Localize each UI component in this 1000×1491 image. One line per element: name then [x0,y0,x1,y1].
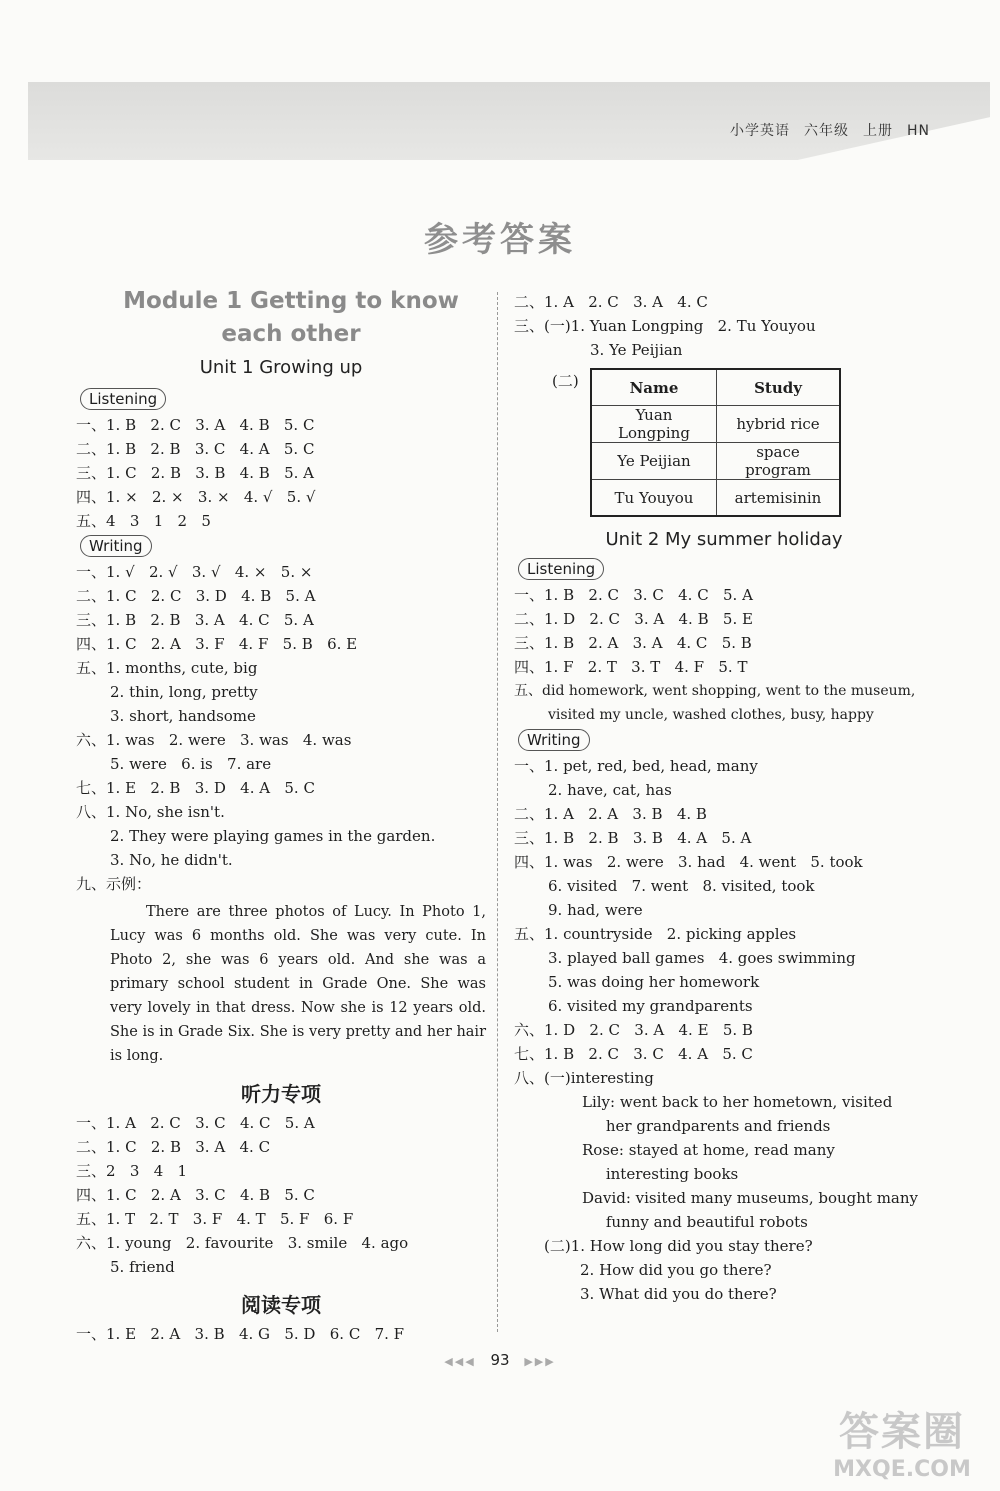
answer-subline: 3. Ye Peijian [590,341,683,359]
answer-subline: Rose: stayed at home, read many [582,1141,835,1159]
next-arrows-icon: ▶▶▶ [524,1355,556,1368]
answer-line: 三、(一)1. Yuan Longping 2. Tu Youyou [514,317,816,335]
answer-line: 九、示例： [76,875,152,893]
answer-subline: her grandparents and friends [582,1117,831,1135]
table-row [591,443,840,480]
answer-subline: 3. What did you do there? [580,1285,777,1303]
header-volume: 上册 [863,123,893,139]
table-cell: hybrid rice [717,406,841,443]
module-title: Module 1 Getting to know each other [123,288,459,347]
header-edition: HN [907,123,930,139]
answer-line: 三、2 3 4 1 [76,1162,188,1180]
listening-label: Listening [80,388,166,410]
column-divider [497,292,498,1332]
table-label: (二) [552,372,579,390]
prev-arrows-icon: ◀◀◀ [444,1355,476,1368]
answer-line: 三、1. C 2. B 3. B 4. B 5. A [76,464,314,482]
table-header: Study [717,369,841,406]
right-column [514,290,934,1306]
answer-subline: 5. was doing her homework [548,973,760,991]
answer-subline: (二)1. How long did you stay there? [544,1237,813,1255]
answer-line: 二、1. C 2. C 3. D 4. B 5. A [76,587,316,605]
answer-line: 二、1. B 2. B 3. C 4. A 5. C [76,440,315,458]
answer-line: 一、1. B 2. C 3. C 4. C 5. A [514,586,753,604]
answer-table [590,368,841,517]
answer-subline: interesting books [582,1165,739,1183]
table-cell: space program [717,443,841,480]
answer-line: 一、1. B 2. C 3. A 4. B 5. C [76,416,315,434]
answer-line: 三、1. B 2. B 3. B 4. A 5. A [514,829,752,847]
answer-line: 二、1. A 2. A 3. B 4. B [514,805,707,823]
answer-line: 三、1. B 2. B 3. A 4. C 5. A [76,611,314,629]
table-cell: Tu Youyou [591,480,717,517]
unit-title: Unit 1 Growing up [199,357,363,378]
answer-line: 二、1. C 2. B 3. A 4. C [76,1138,271,1156]
table-row [591,406,840,443]
answer-line: 四、1. was 2. were 3. had 4. went 5. took [514,853,863,871]
answer-subline: 3. played ball games 4. goes swimming [548,949,856,967]
answer-line: 五、4 3 1 2 5 [76,512,211,530]
sample-paragraph: There are three photos of Lucy. In Photo 1, Lucy was 6 months old. She was very cute. In Photo 2, she was 6 years old. And she was a primary school student in Grade One. She was very lovely in that dress. Now she is 12 years old. She is in Grade Six. She is very pretty and her hair is long. [110,904,486,1064]
answer-line: 五、1. T 2. T 3. F 4. T 5. F 6. F [76,1210,354,1228]
header-info [716,120,930,140]
answer-subline: 6. visited 7. went 8. visited, took [548,877,815,895]
table-header: Name [591,369,717,406]
watermark [822,1400,982,1482]
answer-line: 四、1. × 2. × 3. × 4. √ 5. √ [76,488,316,506]
answer-line: 一、1. √ 2. √ 3. √ 4. × 5. × [76,563,313,581]
answer-subline: 2. thin, long, pretty [110,683,258,701]
answer-line: 六、1. D 2. C 3. A 4. E 5. B [514,1021,753,1039]
listening-label: Listening [518,558,604,580]
answer-subline: 2. They were playing games in the garden. [110,827,436,845]
answer-subline: 9. had, were [548,901,643,919]
answer-line: 二、1. D 2. C 3. A 4. B 5. E [514,610,753,628]
answer-line: 六、1. young 2. favourite 3. smile 4. ago [76,1234,409,1252]
answer-line: 七、1. E 2. B 3. D 4. A 5. C [76,779,315,797]
answer-line: 四、1. F 2. T 3. T 4. F 5. T [514,658,748,676]
answer-line: 五、1. countryside 2. picking apples [514,925,797,943]
answer-line: 四、1. C 2. A 3. F 4. F 5. B 6. E [76,635,358,653]
answer-subline: visited my uncle, washed clothes, busy, happy [548,707,874,723]
answer-table-wrap [518,368,934,517]
writing-label: Writing [80,535,152,557]
header-grade: 六年级 [804,123,849,139]
page-title: 参考答案 [424,220,576,260]
answer-line: 一、1. pet, red, bed, head, many [514,757,758,775]
answer-subline: 5. were 6. is 7. are [110,755,272,773]
answer-line: 五、did homework, went shopping, went to the museum, [514,683,916,699]
answer-line: 三、1. B 2. A 3. A 4. C 5. B [514,634,752,652]
answer-subline: 3. No, he didn't. [110,851,233,869]
answer-line: 五、1. months, cute, big [76,659,258,677]
page-number: 93 [490,1351,510,1369]
table-cell: Yuan Longping [591,406,717,443]
answer-line: 二、1. A 2. C 3. A 4. C [514,293,708,311]
answer-line: 四、1. C 2. A 3. C 4. B 5. C [76,1186,315,1204]
answer-line: 六、1. was 2. were 3. was 4. was [76,731,352,749]
answer-subline: 2. How did you go there? [580,1261,772,1279]
answer-line: 八、(一)interesting [514,1069,654,1087]
section-title: 阅读专项 [241,1293,321,1317]
answer-line: 一、1. A 2. C 3. C 4. C 5. A [76,1114,315,1132]
answer-subline: David: visited many museums, bought many [582,1189,919,1207]
answer-subline: funny and beautiful robots [582,1213,808,1231]
table-cell: artemisinin [717,480,841,517]
watermark-url: MXQE.COM [833,1457,971,1482]
answer-subline: 3. short, handsome [110,707,256,725]
answer-subline: 6. visited my grandparents [548,997,753,1015]
section-title: 听力专项 [241,1082,321,1106]
answer-subline: 5. friend [110,1258,175,1276]
answer-line: 一、1. E 2. A 3. B 4. G 5. D 6. C 7. F [76,1325,405,1343]
table-row [591,480,840,517]
answer-line: 七、1. B 2. C 3. C 4. A 5. C [514,1045,753,1063]
left-column [76,285,486,1346]
answer-subline: 2. have, cat, has [548,781,672,799]
unit-title: Unit 2 My summer holiday [605,529,843,550]
answer-subline: Lily: went back to her hometown, visited [582,1093,893,1111]
table-header-row [591,369,840,406]
answer-line: 八、1. No, she isn't. [76,803,225,821]
table-cell: Ye Peijian [591,443,717,480]
page-footer [0,1351,1000,1369]
header-subject: 小学英语 [730,123,790,139]
watermark-text: 答案圈 [839,1409,965,1455]
writing-label: Writing [518,729,590,751]
